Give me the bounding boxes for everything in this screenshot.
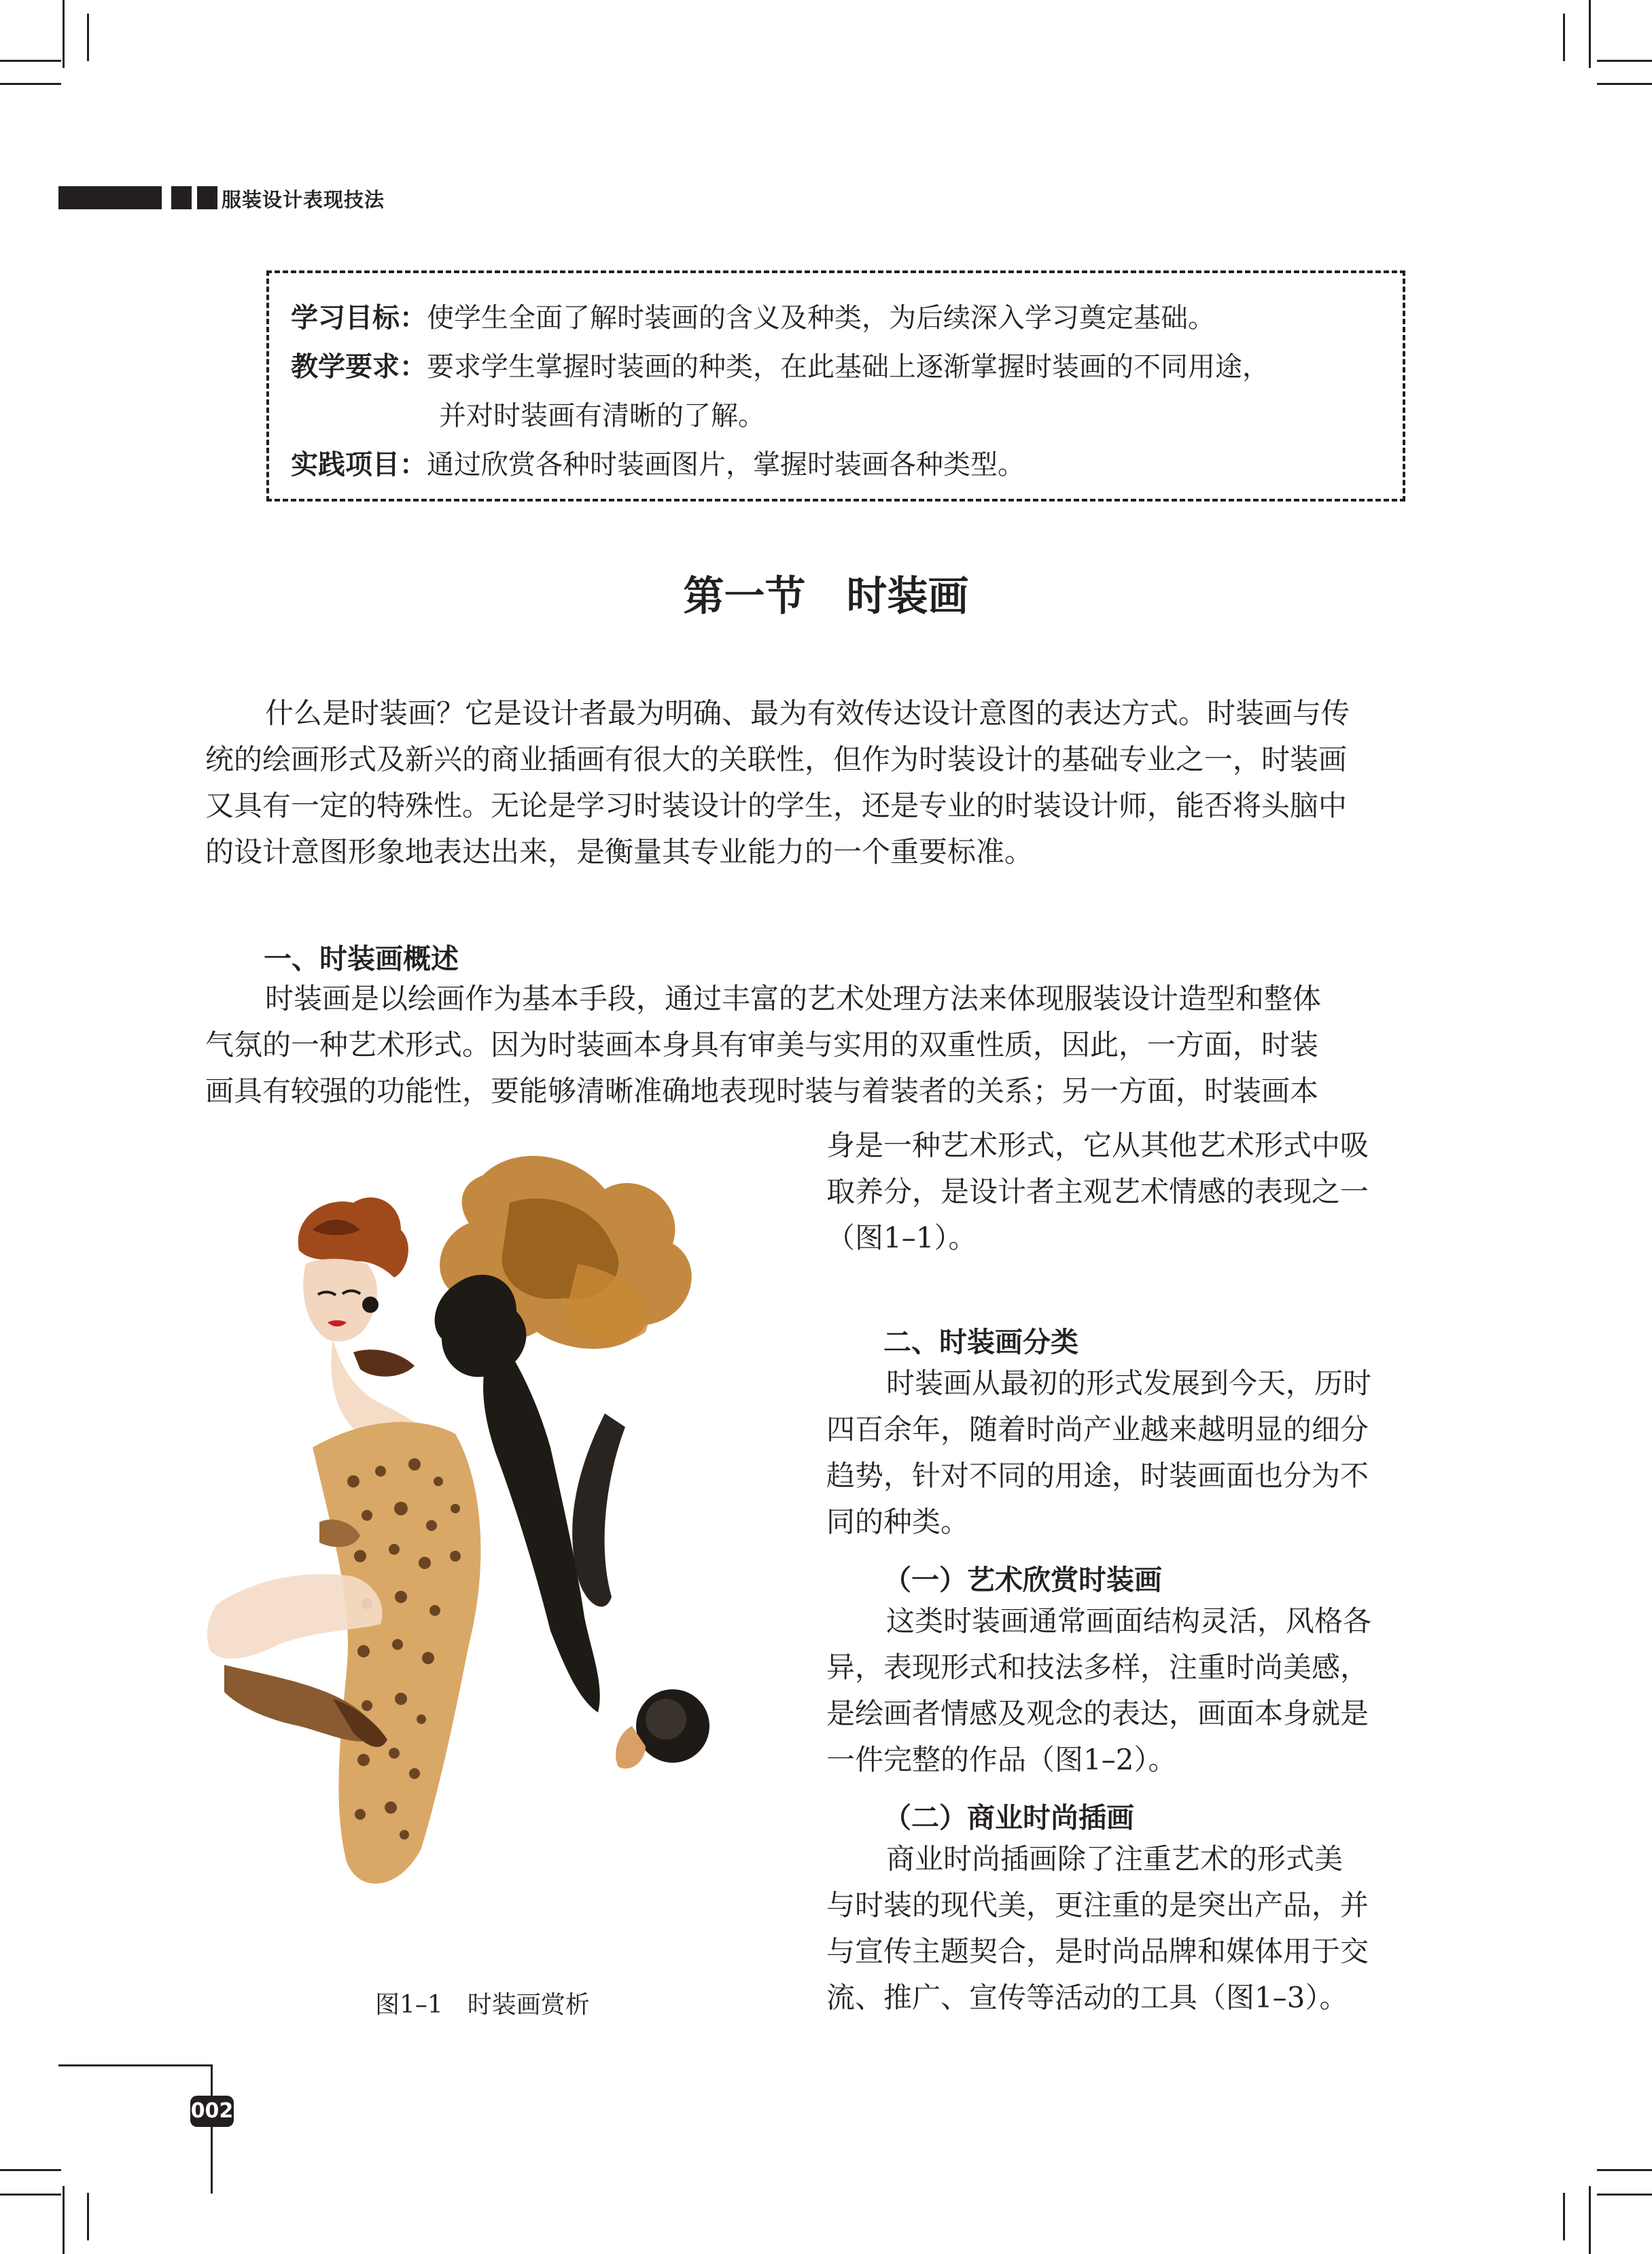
running-head-title: 服装设计表现技法 xyxy=(222,188,385,211)
footer-rule-vertical xyxy=(211,2064,213,2194)
crop-mark xyxy=(1597,2169,1652,2171)
classification-paragraph: 时装画从最初的形式发展到今天，历时 四百余年，随着时尚产业越来越明显的细分 趋势，针对不同的用途，时装画面也分为不 同的种类。 xyxy=(826,1367,1372,1538)
section-title: 第一节 时装画 xyxy=(683,573,969,620)
overview-paragraph-cont: 身是一种艺术形式，它从其他艺术形式中吸 取养分，是设计者主观艺术情感的表现之一 （图1–1）。 xyxy=(826,1129,1369,1254)
heading-commercial-illustration: （二）商业时尚插画 xyxy=(883,1801,1134,1834)
heading-classification: 二、时装画分类 xyxy=(883,1326,1078,1358)
crop-mark xyxy=(63,0,65,68)
objective-requirement-cont: 并对时装画有清晰的了解。 xyxy=(439,400,765,432)
crop-mark xyxy=(0,60,61,62)
crop-mark xyxy=(1597,60,1652,62)
crop-mark xyxy=(1563,14,1565,61)
heading-overview: 一、时装画概述 xyxy=(264,943,459,975)
header-square xyxy=(197,186,217,209)
objective-practice: 实践项目：通过欣赏各种时装画图片，掌握时装画各种类型。 xyxy=(291,449,1025,480)
crop-mark xyxy=(1597,2194,1652,2196)
overview-paragraph: 时装画是以绘画作为基本手段，通过丰富的艺术处理方法来体现服装设计造型和整体 气氛的一种艺术形式。因为时装画本身具有审美与实用的双重性质，因此，一方面，时装 画具有较强的功能性，要能够清晰准确地表现时装与着装者的关系；另一方面，时装画本 xyxy=(205,982,1322,1108)
figure-caption: 图1–1 时装画赏析 xyxy=(375,1991,590,2019)
fashion-illustration xyxy=(197,1128,795,1957)
crop-mark xyxy=(0,2169,61,2171)
crop-mark xyxy=(1563,2193,1565,2240)
page-number: 002 xyxy=(190,2099,234,2123)
crop-mark xyxy=(0,83,61,85)
crop-mark xyxy=(87,2193,89,2240)
intro-paragraph: 什么是时装画？它是设计者最为明确、最为有效传达设计意图的表达方式。时装画与传 统的绘画形式及新兴的商业插画有很大的关联性，但作为时装设计的基础专业之一，时装画 又具有一定的特殊性。无论是学习时装设计的学生，还是专业的时装设计师，能否将头脑中 的设计意图形象地表达出来，是衡量其专业能力的一个重要标准。 xyxy=(205,697,1350,868)
header-bar xyxy=(58,186,162,209)
heading-art-appreciation: （一）艺术欣赏时装画 xyxy=(883,1564,1162,1596)
crop-mark xyxy=(1589,2186,1591,2254)
crop-mark xyxy=(87,14,89,61)
objective-requirement: 教学要求：要求学生掌握时装画的种类，在此基础上逐渐掌握时装画的不同用途， xyxy=(291,351,1269,383)
crop-mark xyxy=(63,2186,65,2254)
crop-mark xyxy=(1597,83,1652,85)
crop-mark xyxy=(1589,0,1591,68)
crop-mark xyxy=(0,2194,61,2196)
objective-goal: 学习目标：使学生全面了解时装画的含义及种类，为后续深入学习奠定基础。 xyxy=(291,302,1215,334)
header-square xyxy=(171,186,192,209)
footer-rule xyxy=(58,2064,211,2066)
commercial-illustration-paragraph: 商业时尚插画除了注重艺术的形式美 与时装的现代美，更注重的是突出产品，并 与宣传主题契合，是时尚品牌和媒体用于交 流、推广、宣传等活动的工具（图1–3）。 xyxy=(826,1842,1369,2014)
art-appreciation-paragraph: 这类时装画通常画面结构灵活，风格各 异，表现形式和技法多样，注重时尚美感， 是绘画者情感及观念的表达，画面本身就是 一件完整的作品（图1–2）。 xyxy=(826,1604,1372,1776)
